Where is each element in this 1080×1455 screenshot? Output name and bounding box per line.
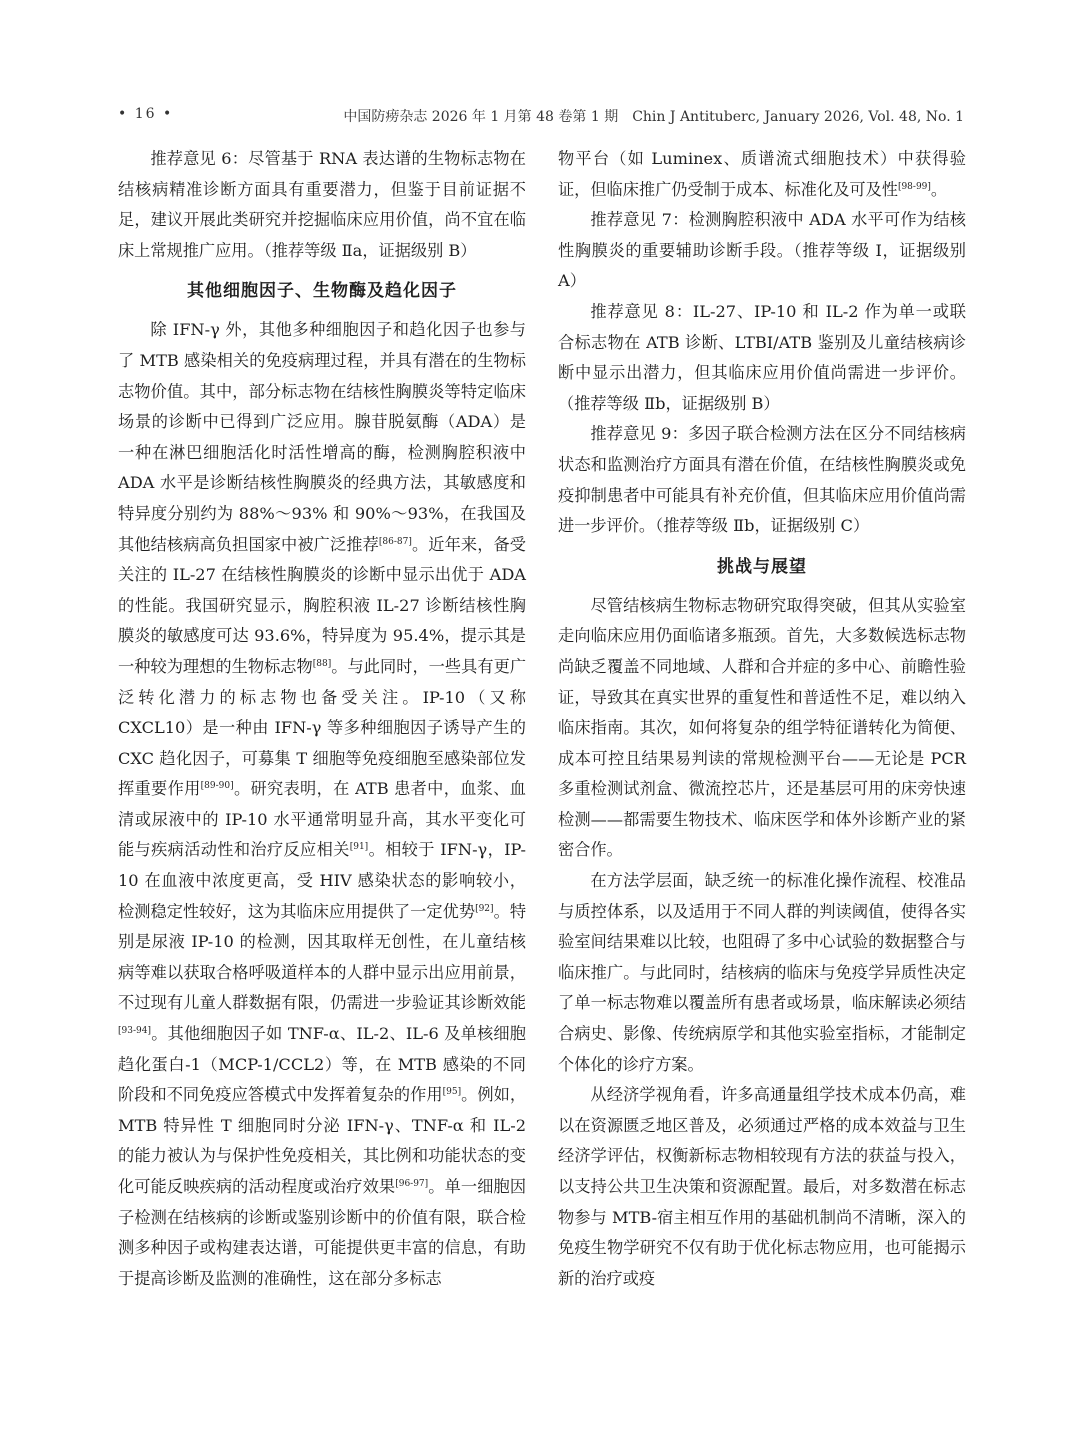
page-number: • 16 • (118, 106, 174, 122)
cytokines-paragraph (118, 315, 526, 1294)
recommendation-9: 推荐意见 9：多因子联合检测方法在区分不同结核病状态和监测治疗方面具有潜在价值，在结核性胸膜炎或免疫抑制患者中可能具有补充价值，但其临床应用价值尚需进一步评价。（推荐等级 Ⅱb，证据级别 C） (558, 424, 966, 536)
journal-citation: 中国防痨杂志 2026 年 1 月第 48 卷第 1 期 Chin J Antituberc, January 2026, Vol. 48, No. 1 (343, 109, 964, 125)
text-run: 。单一细胞因子检测在结核病的诊断或鉴别诊断中的价值有限，联合检测多种因子或构建表达谱，可能提供更丰富的信息，有助于提高诊断及监测的准确性，这在部分多标志 (118, 1177, 527, 1288)
text-run: 。研究表明，在 ATB 患者中，血浆、血清或尿液中的 IP-10 水平通常明显升高，其水平变化可能与疾病活动性和治疗反应相关 (118, 779, 526, 860)
left-column (118, 144, 526, 1294)
text-run: 。相较于 IFN-γ，IP-10 在血液中浓度更高，受 HIV 感染状态的影响较小，检测稳定性较好，这为其临床应用提供了一定优势 (118, 840, 526, 921)
citation: [95] (442, 1087, 462, 1098)
section-title-cytokines: 其他细胞因子、生物酶及趋化因子 (187, 281, 457, 302)
recommendation-6: 推荐意见 6：尽管基于 RNA 表达谱的生物标志物在结核病精准诊断方面具有重要潜力，但鉴于目前证据不足，建议开展此类研究并挖掘临床应用价值，尚不宜在临床上常规推广应用。（推荐等级 Ⅱa，证据级别 B） (118, 149, 526, 260)
citation: [91] (349, 842, 369, 853)
recommendation-8: 推荐意见 8：IL-27、IP-10 和 IL-2 作为单一或联合标志物在 ATB 诊断、LTBI/ATB 鉴别及儿童结核病诊断中显示出潜力，但其临床应用价值尚需进一步评价。（推荐等级 Ⅱb，证据级别 B） (558, 301, 966, 413)
text-run: 。 (930, 179, 948, 199)
text-run: 。例如，MTB 特异性 T 细胞同时分泌 IFN-γ、TNF-α 和 IL-2 的能力被认为与保护性免疫相关，其比例和功能状态的变化可能反映疾病的活动程度或治疗效果 (118, 1085, 527, 1196)
text-run: 。近年来，备受关注的 IL-27 在结核性胸膜炎的诊断中显示出优于 ADA 的性能。我国研究显示，胸腔积液 IL-27 诊断结核性胸膜炎的敏感度可达 93.6%，特异度为 95.4%，提示其是一种较为理想的生物标志物 (118, 534, 526, 676)
text-run: 。特别是尿液 IP-10 的检测，因其取样无创性，在儿童结核病等难以获取合格呼吸道样本的人群中显示出应用前景，不过现有儿童人群数据有限，仍需进一步验证其诊断效能 (118, 901, 527, 1013)
citation: [96-97] (395, 1179, 429, 1189)
continued-paragraph (558, 144, 966, 205)
recommendation-7: 推荐意见 7：检测胸腔积液中 ADA 水平可作为结核性胸膜炎的重要辅助诊断手段。（推荐等级 Ⅰ，证据级别 A） (558, 210, 966, 291)
text-run: 。与此同时，一些具有更广泛转化潜力的标志物也备受关注。IP-10（又称 CXCL10）是一种由 IFN-γ 等多种细胞因子诱导产生的 CXC 趋化因子，可募集 T 细胞等免疫细胞至感染部位发挥重要作用 (118, 656, 527, 799)
citation: [86-87] (378, 536, 412, 547)
text-run: 。其他细胞因子如 TNF-α、IL-2、IL-6 及单核细胞趋化蛋白-1（MCP-1/CCL2）等，在 MTB 感染的不同阶段和不同免疫应答模式中发挥着复杂的作用 (118, 1024, 526, 1105)
text-run: 物平台（如 Luminex、质谱流式细胞技术）中获得验证，但临床推广仍受制于成本、标准化及可及性 (558, 149, 966, 199)
citation: [88] (312, 658, 332, 669)
citation: [98-99] (897, 181, 931, 192)
citation: [89-90] (200, 781, 234, 792)
citation: [92] (475, 903, 494, 914)
challenges-paragraph-3: 从经济学视角看，许多高通量组学技术成本仍高，难以在资源匮乏地区普及，必须通过严格的成本效益与卫生经济学评估，权衡新标志物相较现有方法的获益与投入，以支持公共卫生决策和资源配置。最后，对多数潜在标志物参与 MTB-宿主相互作用的基础机制尚不清晰，深入的免疫生物学研究不仅有助于优化标志物应用，也可能揭示新的治疗或疫 (558, 1085, 966, 1288)
right-column (558, 144, 966, 1294)
text-run: 除 IFN-γ 外，其他多种细胞因子和趋化因子也参与了 MTB 感染相关的免疫病理过程，并具有潜在的生物标志物价值。其中，部分标志物在结核性胸膜炎等特定临床场景的诊断中已得到广泛应用。腺苷脱氨酶（ADA）是一种在淋巴细胞活化时活性增高的酶，检测胸腔积液中 ADA 水平是诊断结核性胸膜炎的经典方法，其敏感度和特异度分别约为 88%～93% 和 90%～93%，在我国及其他结核病高负担国家中被广泛推荐 (118, 320, 526, 554)
section-title-challenges: 挑战与展望 (717, 556, 807, 577)
running-header (118, 100, 964, 126)
citation: [93-94] (118, 1026, 151, 1037)
challenges-paragraph-2: 在方法学层面，缺乏统一的标准化操作流程、校准品与质控体系，以及适用于不同人群的判读阈值，使得各实验室间结果难以比较，也阻碍了多中心试验的数据整合与临床推广。与此同时，结核病的临床与免疫学异质性决定了单一标志物难以覆盖所有患者或场景，临床解读必须结合病史、影像、传统病原学和其他实验室指标，才能制定个体化的诊疗方案。 (558, 871, 966, 1074)
challenges-paragraph-1: 尽管结核病生物标志物研究取得突破，但其从实验室走向临床应用仍面临诸多瓶颈。首先，大多数候选标志物尚缺乏覆盖不同地域、人群和合并症的多中心、前瞻性验证，导致其在真实世界的重复性和普适性不足，难以纳入临床指南。其次，如何将复杂的组学特征谱转化为简便、成本可控且结果易判读的常规检测平台——无论是 PCR 多重检测试剂盒、微流控芯片，还是基层可用的床旁快速检测——都需要生物技术、临床医学和体外诊断产业的紧密合作。 (558, 595, 966, 860)
